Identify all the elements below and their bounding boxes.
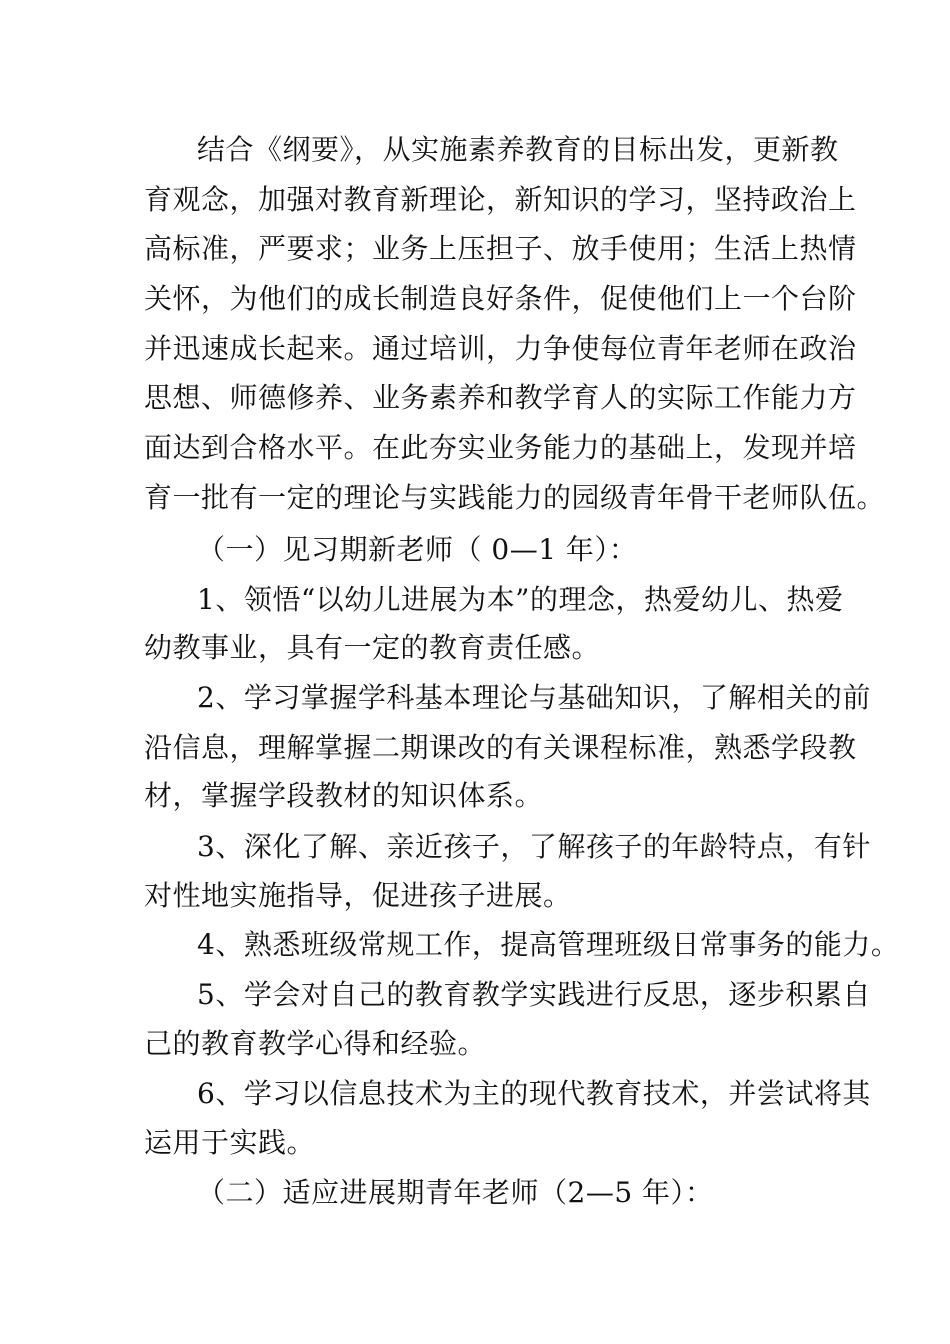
text-line: 面达到合格水平。在此夯实业务能力的基础上，发现并培 xyxy=(144,431,857,464)
text-line: 思想、师德修养、业务素养和教学育人的实际工作能力方 xyxy=(144,381,857,414)
text-line: 材，掌握学段教材的知识体系。 xyxy=(144,779,544,812)
list-item: 4、熟悉班级常规工作，提高管理班级日常事务的能力。 xyxy=(197,928,900,961)
text-line: 关怀，为他们的成长制造良好条件，促使他们上一个台阶 xyxy=(144,282,857,315)
list-item: 1、领悟“以幼儿进展为本”的理念，热爱幼儿、热爱 xyxy=(197,583,844,616)
section-heading: （一）见习期新老师（ 0—1 年）： xyxy=(197,533,638,566)
text-line: 并迅速成长起来。通过培训，力争使每位青年老师在政治 xyxy=(144,332,857,365)
text-line: 己的教育教学心得和经验。 xyxy=(144,1027,487,1060)
text-line: 高标准，严要求；业务上压担子、放手使用；生活上热情 xyxy=(144,232,857,265)
text-line: 幼教事业，具有一定的教育责任感。 xyxy=(144,631,601,664)
list-item: 3、深化了解、亲近孩子，了解孩子的年龄特点，有针 xyxy=(197,830,871,863)
list-item: 5、学会对自己的教育教学实践进行反思，逐步积累自 xyxy=(197,978,871,1011)
text-line: 沿信息，理解掌握二期课改的有关课程标准，熟悉学段教 xyxy=(144,731,857,764)
text-line: 结合《纲要》，从实施素养教育的目标出发，更新教 xyxy=(197,133,839,166)
text-line: 运用于实践。 xyxy=(144,1126,316,1159)
text-line: 育观念，加强对教育新理论，新知识的学习，坚持政治上 xyxy=(144,183,857,216)
section-heading: （二）适应进展期青年老师（2—5 年）： xyxy=(197,1176,714,1209)
list-item: 6、学习以信息技术为主的现代教育技术，并尝试将其 xyxy=(197,1077,871,1110)
list-item: 2、学习掌握学科基本理论与基础知识，了解相关的前 xyxy=(197,681,871,714)
text-line: 育一批有一定的理论与实践能力的园级青年骨干老师队伍。 xyxy=(144,481,886,514)
text-line: 对性地实施指导，促进孩子进展。 xyxy=(144,879,572,912)
